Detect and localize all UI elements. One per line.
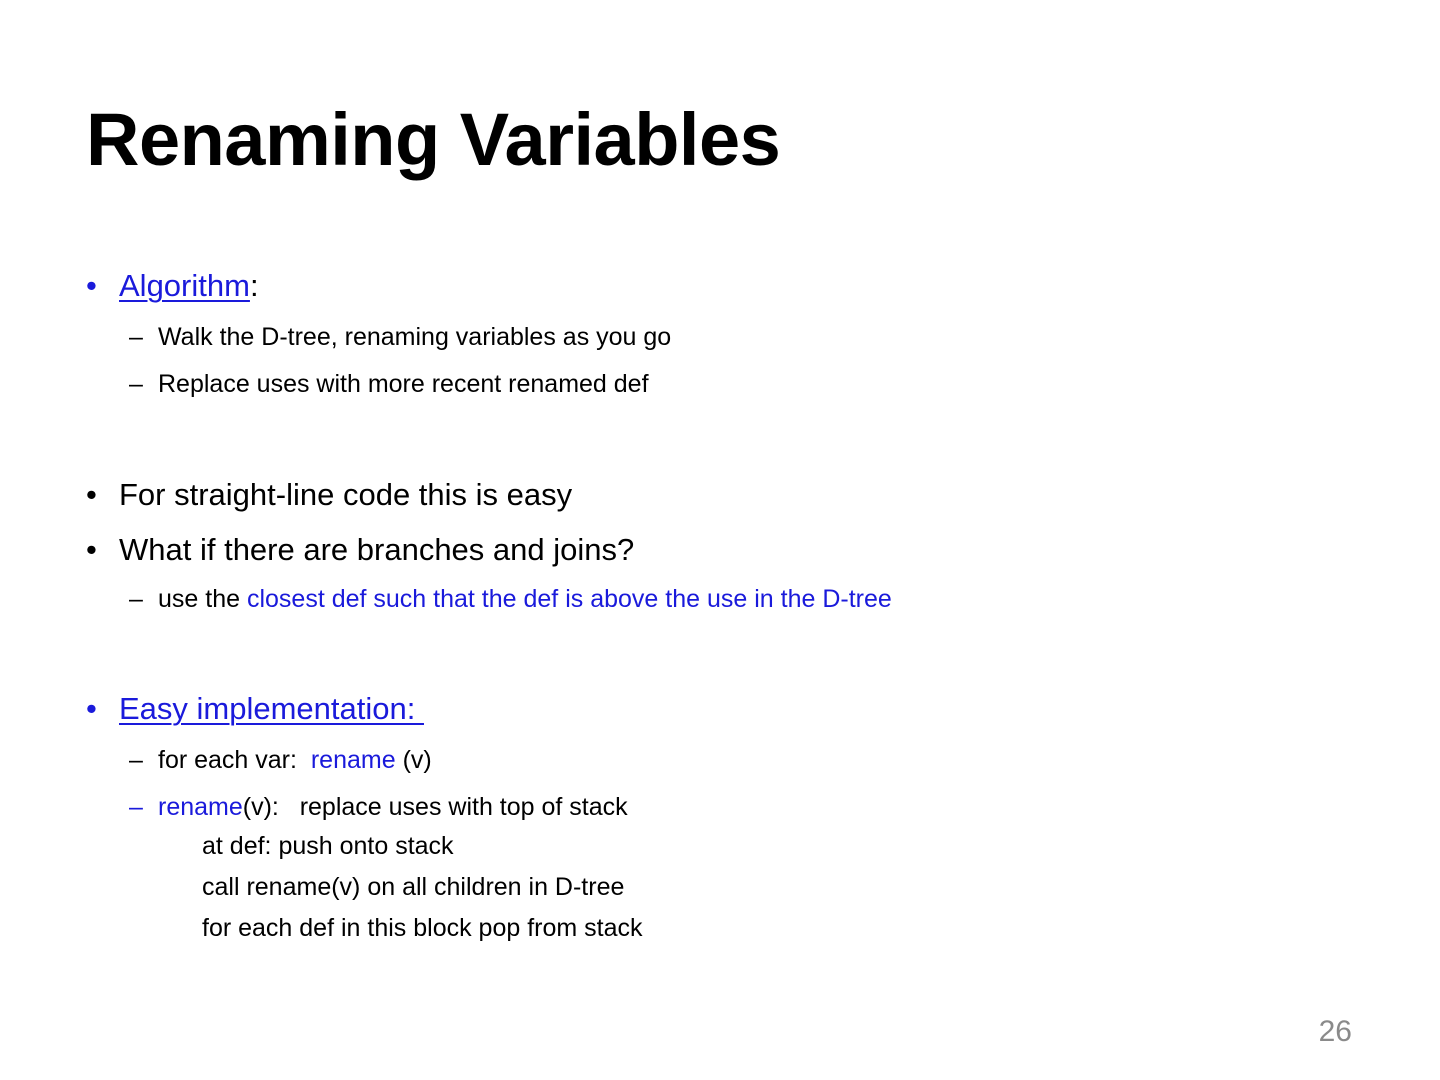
bullet-straight-line — [86, 475, 572, 515]
page-number: 26 — [1318, 1015, 1352, 1048]
bullet-dot: • — [86, 268, 97, 303]
bullet-dot: • — [86, 477, 97, 512]
sub-bullet-text: Replace uses with more recent renamed def — [158, 370, 649, 398]
code-line: at def: push onto stack — [202, 832, 454, 860]
slide-title: Renaming Variables — [86, 98, 781, 181]
sub-bullet-prefix: use the — [158, 585, 247, 613]
bullet-algorithm — [86, 266, 259, 306]
sub-bullet-walk — [129, 320, 671, 354]
sub-bullet-suffix: (v): replace uses with top of stack — [242, 793, 628, 821]
sub-bullet-prefix: for each var: — [158, 746, 311, 774]
rename-keyword: rename — [158, 793, 243, 821]
bullet-text: For straight-line code this is easy — [119, 477, 573, 512]
code-line: call rename(v) on all children in D-tree — [202, 873, 625, 901]
algorithm-colon: : — [249, 268, 259, 303]
sub-bullet-closest-def — [129, 582, 892, 616]
closest-def-highlight: closest def such that the def is above the use in the D-tree — [246, 585, 892, 613]
dash: – — [129, 746, 143, 774]
rename-keyword: rename — [310, 746, 396, 774]
sub-bullet-replace — [129, 367, 649, 401]
sub-bullet-rename-def — [129, 790, 628, 824]
sub-bullet-for-each-var — [129, 743, 432, 777]
sub-bullet-suffix: (v) — [395, 746, 432, 774]
bullet-easy-implementation — [86, 689, 424, 729]
dash: – — [129, 370, 143, 398]
code-line: for each def in this block pop from stack — [202, 914, 643, 942]
dash: – — [129, 793, 143, 821]
bullet-branches — [86, 530, 634, 570]
bullet-text: What if there are branches and joins? — [119, 532, 635, 567]
bullet-dot: • — [86, 532, 97, 567]
sub-bullet-text: Walk the D-tree, renaming variables as you go — [158, 323, 672, 351]
dash: – — [129, 585, 143, 613]
bullet-dot: • — [86, 691, 97, 726]
algorithm-link[interactable]: Algorithm — [119, 268, 250, 303]
easy-implementation-link[interactable]: Easy implementation: — [119, 691, 424, 726]
dash: – — [129, 323, 143, 351]
